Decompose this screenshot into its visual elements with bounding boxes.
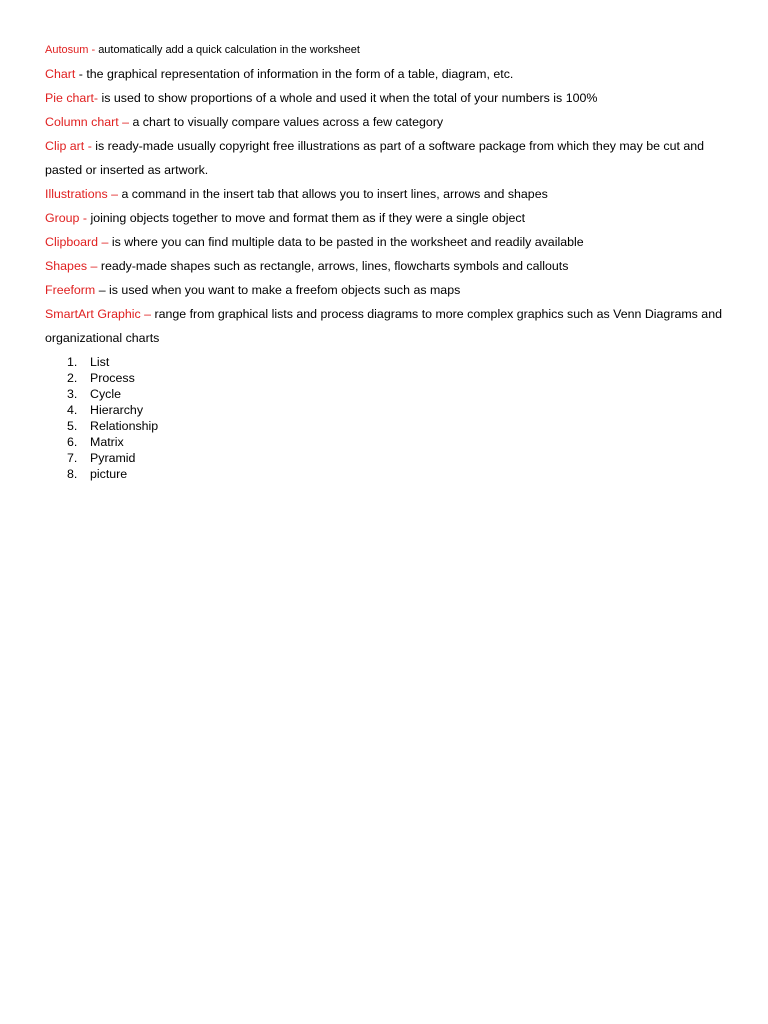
entry-illustrations <box>45 182 725 206</box>
list-label: Pyramid <box>90 451 136 465</box>
list-item <box>67 418 725 434</box>
definition-text: – is used when you want to make a freefom objects such as maps <box>98 283 461 297</box>
list-item <box>67 354 725 370</box>
entry-pie-chart <box>45 86 725 110</box>
entry-freeform <box>45 278 725 302</box>
entry-column-chart <box>45 110 725 134</box>
term-label: Shapes – <box>45 259 101 273</box>
definition-text: - the graphical representation of information in the form of a table, diagram, etc. <box>78 67 514 81</box>
smartart-types-list <box>45 354 725 482</box>
entry-group <box>45 206 725 230</box>
definition-text: range from graphical lists and process diagrams to more complex graphics such as Venn Diagrams and organizational charts <box>45 307 722 345</box>
term-label: Clipboard – <box>45 235 112 249</box>
entry-autosum <box>45 38 725 62</box>
list-item <box>67 466 725 482</box>
entry-smartart-graphic <box>45 302 725 350</box>
document-page <box>45 38 725 482</box>
term-label: Freeform <box>45 283 99 297</box>
list-label: Matrix <box>90 435 124 449</box>
term-label: SmartArt Graphic – <box>45 307 155 321</box>
term-label: Illustrations – <box>45 187 122 201</box>
list-number: 5. <box>67 419 78 433</box>
list-item <box>67 402 725 418</box>
definition-text: is where you can find multiple data to be pasted in the worksheet and readily available <box>111 235 584 249</box>
entry-clip-art <box>45 134 725 182</box>
list-number: 4. <box>67 403 78 417</box>
list-item <box>67 370 725 386</box>
list-label: Cycle <box>90 387 121 401</box>
list-item <box>67 450 725 466</box>
definition-text: a chart to visually compare values across a few category <box>132 115 444 129</box>
term-label: Column chart – <box>45 115 133 129</box>
list-label: picture <box>90 467 128 481</box>
list-label: List <box>90 355 110 369</box>
list-number: 2. <box>67 371 78 385</box>
definition-text: ready-made shapes such as rectangle, arrows, lines, flowcharts symbols and callouts <box>100 259 569 273</box>
entry-chart <box>45 62 725 86</box>
list-number: 1. <box>67 355 78 369</box>
list-number: 8. <box>67 467 78 481</box>
definition-text: automatically add a quick calculation in the worksheet <box>98 44 360 56</box>
term-label: Group - <box>45 211 91 225</box>
term-label: Clip art - <box>45 139 96 153</box>
list-item <box>67 386 725 402</box>
list-label: Relationship <box>90 419 159 433</box>
definition-text: is ready-made usually copyright free illustrations as part of a software package from which they may be cut and pasted or inserted as artwork. <box>45 139 705 177</box>
list-number: 7. <box>67 451 78 465</box>
list-label: Hierarchy <box>90 403 144 417</box>
definition-text: a command in the insert tab that allows you to insert lines, arrows and shapes <box>121 187 548 201</box>
entry-clipboard <box>45 230 725 254</box>
term-label: Autosum - <box>45 44 99 56</box>
list-number: 6. <box>67 435 78 449</box>
term-label: Chart <box>45 67 79 81</box>
list-number: 3. <box>67 387 78 401</box>
entry-shapes <box>45 254 725 278</box>
term-label: Pie chart- <box>45 91 102 105</box>
list-label: Process <box>90 371 135 385</box>
definition-text: is used to show proportions of a whole and used it when the total of your numbers is 100% <box>101 91 598 105</box>
definition-text: joining objects together to move and format them as if they were a single object <box>90 211 526 225</box>
list-item <box>67 434 725 450</box>
